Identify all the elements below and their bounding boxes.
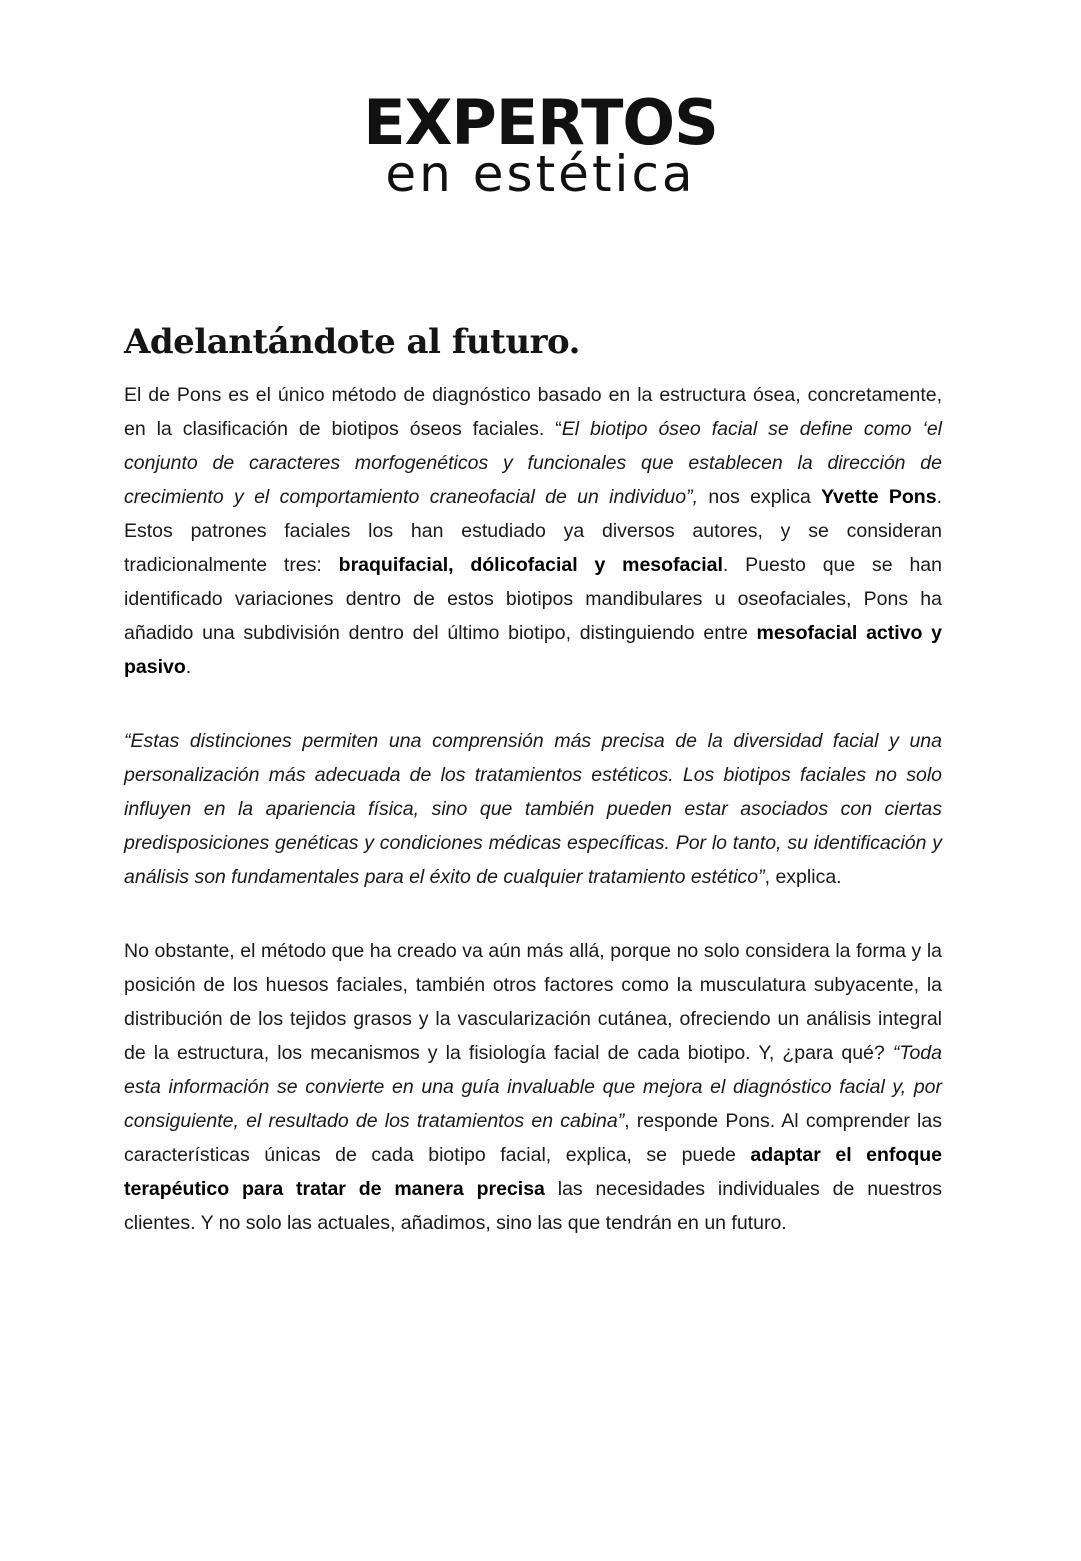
p3-approach-bold: adaptar el enfoque terapéutico para tratar de manera precisa: [124, 1144, 942, 1200]
p3-text: No obstante, el método que ha creado va aún más allá, porque no solo considera la forma y la posición de los huesos faciales, también otros factores como la musculatura subyacente, la distribución de los tejidos grasos y la vascularización cutánea, ofreciendo un análisis integral de la estructura, los mecanismos y la fisiología facial de cada biotipo. Y, ¿para qué?: [124, 940, 942, 1064]
p1-text: nos explica: [698, 486, 822, 508]
p1-text: El de Pons es el único método de diagnóstico basado en la estructura ósea, concretamente, en la clasificación de biotipos óseos faciales. “: [124, 384, 942, 440]
paragraph-3: [124, 934, 942, 1240]
p1-text: .: [185, 656, 192, 678]
p2-quote: “Estas distinciones permiten una comprensión más precisa de la diversidad facial y una personalización más adecuada de los tratamientos estéticos. Los biotipos faciales no solo influyen en la apariencia física, sino que también pueden estar asociados con ciertas predisposiciones genéticas y condiciones médicas específicas. Por lo tanto, su identificación y análisis son fundamentales para el éxito de cualquier tratamiento estético”: [124, 730, 942, 888]
article-headline: Adelantándote al futuro.: [124, 322, 580, 362]
logo-wordmark-estetica: en estética: [385, 145, 696, 203]
article-body: [124, 318, 942, 1240]
p1-text: . Estos patrones faciales los han estudiado ya diversos autores, y se consideran tradicionalmente tres:: [124, 486, 942, 576]
p3-text: las necesidades individuales de nuestros clientes. Y no solo las actuales, añadimos, sino las que tendrán en un futuro.: [124, 1178, 942, 1234]
p2-text: , explica.: [764, 866, 842, 888]
paragraph-1: [124, 378, 942, 684]
p1-text: . Puesto que se han identificado variaciones dentro de estos biotipos mandibulares u oseofaciales, Pons ha añadido una subdivisión dentro del último biotipo, distinguiendo entre: [124, 554, 942, 644]
p3-text: , responde Pons. Al comprender las características únicas de cada biotipo facial, explica, se puede: [124, 1110, 942, 1166]
p1-biotypes-bold: braquifacial, dólicofacial y mesofacial: [338, 554, 723, 576]
site-logo: [0, 86, 1081, 203]
p1-quote: El biotipo óseo facial se define como ‘el conjunto de caracteres morfogenéticos y funcionales que establecen la dirección de crecimiento y el comportamiento craneofacial de un individuo”,: [124, 418, 942, 508]
paragraph-2: [124, 724, 942, 894]
logo-wordmark-expertos: EXPERTOS: [363, 86, 718, 159]
p3-quote: “Toda esta información se convierte en una guía invaluable que mejora el diagnóstico facial y, por consiguiente, el resultado de los tratamientos en cabina”: [124, 1042, 942, 1132]
p1-name-bold: Yvette Pons: [821, 486, 937, 508]
p1-mesofacial-bold: mesofacial activo y pasivo: [124, 622, 943, 678]
